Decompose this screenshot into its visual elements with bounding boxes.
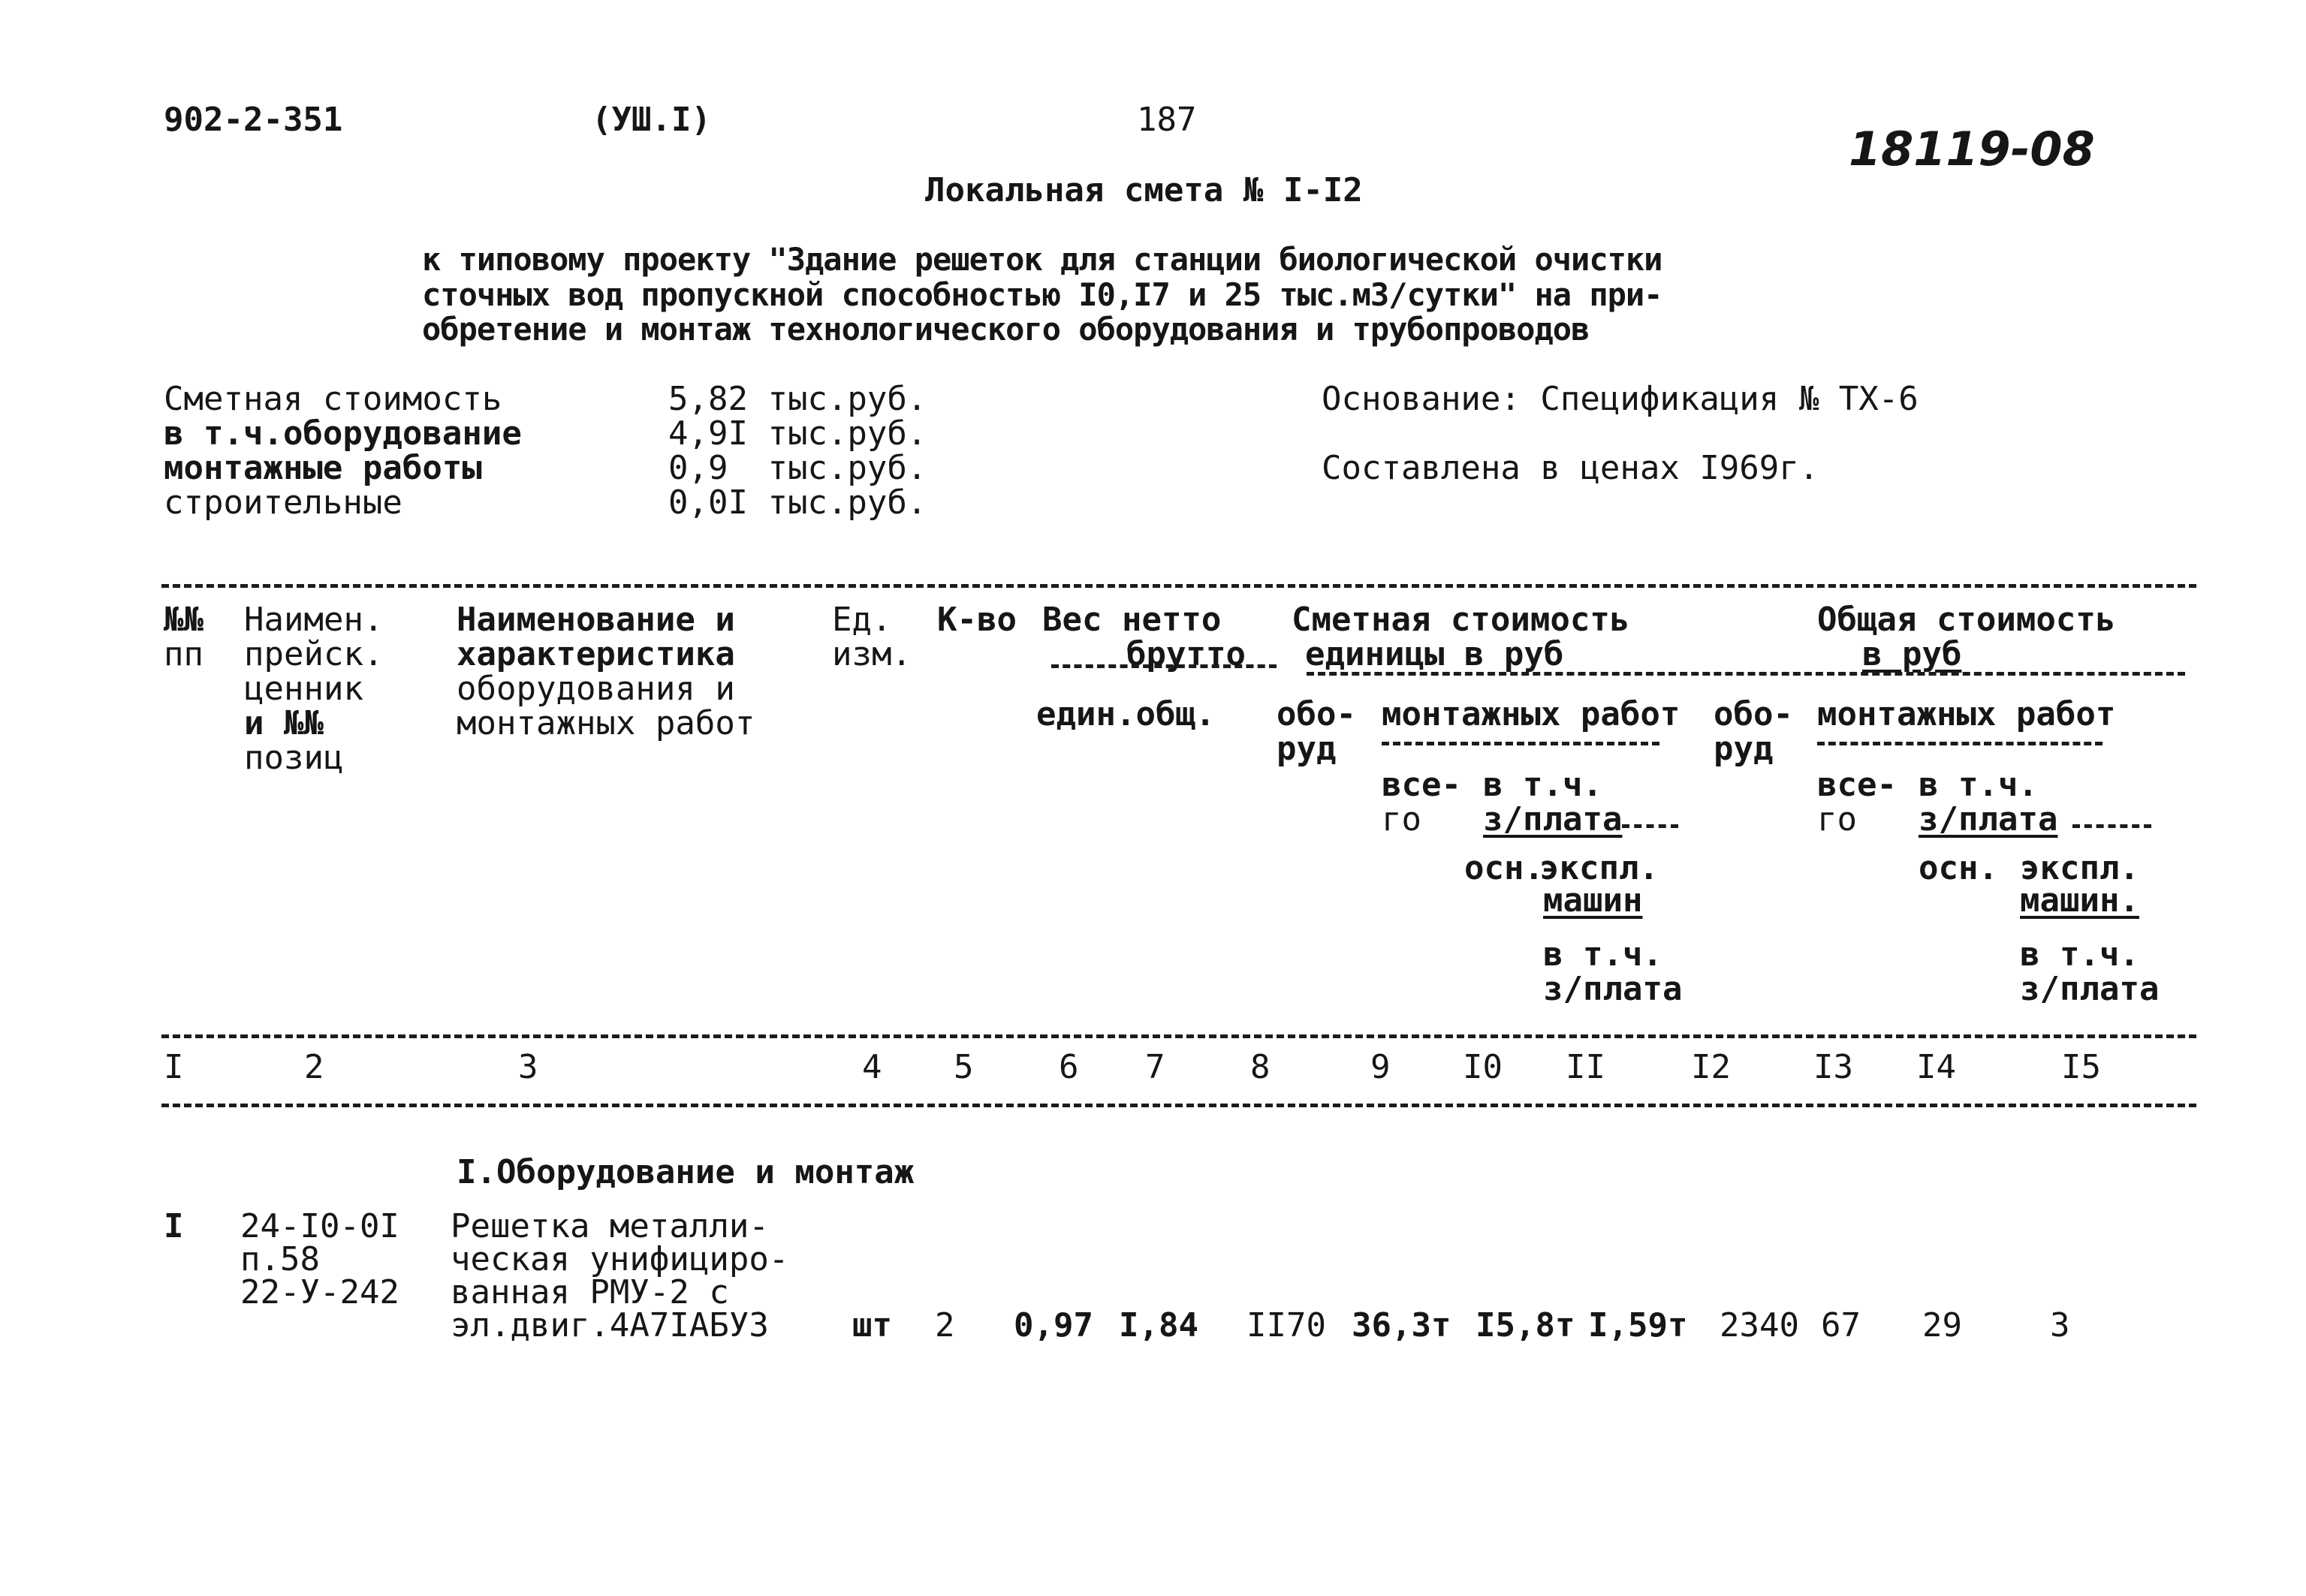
col5-header: К-во [937, 601, 1017, 639]
row-total-expl: 3 [2050, 1306, 2070, 1345]
total-cost-header: Общая стоимость [1817, 601, 2116, 639]
row-name-line-3: ванная РМУ-2 с [451, 1273, 729, 1311]
row-unit-equip: II70 [1246, 1306, 1326, 1345]
column-number-2: 2 [304, 1048, 324, 1086]
column-number-14: I4 [1916, 1048, 1956, 1086]
table-top-rule [161, 584, 2196, 588]
row-weight-total: I,84 [1119, 1306, 1198, 1345]
summary-value-3: 0,9 тыс.руб. [668, 449, 927, 487]
column-number-7: 7 [1145, 1048, 1165, 1086]
summary-label-1: Сметная стоимость [164, 380, 502, 418]
summary-label-4: строительные [164, 483, 402, 522]
column-number-3: 3 [518, 1048, 538, 1086]
weight-sub-header: брутто [1126, 635, 1246, 673]
row-total-salary: 29 [1922, 1306, 1962, 1345]
col2-header-4: и №№ [244, 704, 324, 742]
salary-rule-a [1622, 824, 1678, 828]
col3-header-4: монтажных работ [457, 704, 755, 742]
row-total-equip: 2340 [1720, 1306, 1799, 1345]
row-price-ref-3: 22-У-242 [240, 1273, 399, 1311]
column-number-1: I [164, 1048, 184, 1086]
col2-header-2: прейск. [244, 635, 384, 673]
row-quantity: 2 [935, 1306, 955, 1345]
mount-rule-a [1382, 742, 1659, 745]
row-number: I [164, 1207, 184, 1245]
row-name-line-2: ческая унифициро- [451, 1240, 789, 1278]
column-number-11: II [1566, 1048, 1605, 1086]
salary-rule-b [2072, 824, 2151, 828]
column-number-10: I0 [1463, 1048, 1503, 1086]
column-number-13: I3 [1813, 1048, 1853, 1086]
summary-value-4: 0,0I тыс.руб. [668, 483, 927, 522]
subtitle-line-2: сточных вод пропускной способностью I0,I7 и 25 тыс.м3/сутки" на при- [422, 276, 1662, 313]
row-total-mount: 67 [1821, 1306, 1861, 1345]
unit-total-header-2: го [1382, 800, 1421, 839]
col2-header-3: ценник [244, 670, 363, 708]
total-total-header-2: го [1817, 800, 1857, 839]
col3-header-2: характеристика [457, 635, 735, 673]
total-salary-header-2: з/плата [1919, 800, 2058, 839]
summary-value-2: 4,9I тыс.руб. [668, 414, 927, 453]
album-code: (УШ.I) [592, 101, 711, 139]
unit-expl-header-1: экспл. [1539, 849, 1659, 887]
basis-text: Основание: Спецификация № ТХ-6 [1322, 380, 1919, 418]
unit-salary-header-2: з/плата [1483, 800, 1623, 839]
numbers-top-rule [161, 1034, 2196, 1038]
unit-equip-header-1: обо- [1277, 695, 1356, 733]
col1-header-2: пп [164, 635, 203, 673]
section-title: I.Оборудование и монтаж [457, 1153, 915, 1191]
unit-expl-salary-1: в т.ч. [1543, 935, 1662, 974]
row-unit: шт [852, 1306, 892, 1345]
total-expl-header-2: машин. [2020, 881, 2139, 920]
summary-value-1: 5,82 тыс.руб. [668, 380, 927, 418]
row-unit-expl: I,59т [1588, 1306, 1688, 1345]
mount-rule-b [1817, 742, 2103, 745]
row-price-ref-1: 24-I0-0I [240, 1207, 399, 1245]
column-number-4: 4 [862, 1048, 882, 1086]
col3-header-1: Наименование и [457, 601, 735, 639]
row-unit-mount-total: 36,3т [1352, 1306, 1451, 1345]
total-equip-header-1: обо- [1714, 695, 1793, 733]
total-osn-header: осн. [1919, 849, 1998, 887]
summary-label-3: монтажные работы [164, 449, 482, 487]
col2-header-1: Наимен. [244, 601, 384, 639]
unit-salary-header-1: в т.ч. [1483, 766, 1602, 804]
inventory-number: 18119-08 [1849, 122, 2095, 176]
prices-year-text: Составлена в ценах I969г. [1322, 449, 1819, 487]
row-unit-salary: I5,8т [1476, 1306, 1575, 1345]
column-number-9: 9 [1370, 1048, 1391, 1086]
unit-osn-header: осн. [1464, 849, 1544, 887]
document-code: 902-2-351 [164, 101, 343, 139]
col3-header-3: оборудования и [457, 670, 735, 708]
total-mount-header: монтажных работ [1817, 695, 2116, 733]
unit-cost-sub-header: единицы в руб [1305, 635, 1564, 673]
numbers-bottom-rule [161, 1104, 2196, 1107]
total-equip-header-2: руд [1714, 730, 1774, 768]
subtitle-line-3: обретение и монтаж технологического оборудования и трубопроводов [422, 311, 1590, 348]
column-number-8: 8 [1250, 1048, 1271, 1086]
total-expl-salary-2: з/плата [2020, 970, 2160, 1008]
total-expl-salary-1: в т.ч. [2020, 935, 2139, 974]
unit-cost-header: Сметная стоимость [1292, 601, 1630, 639]
column-number-15: I5 [2061, 1048, 2101, 1086]
column-number-5: 5 [954, 1048, 974, 1086]
col2-header-5: позиц [244, 739, 344, 777]
unit-expl-header-2: машин [1543, 881, 1643, 920]
total-total-header-1: все- [1817, 766, 1897, 804]
document-title: Локальная смета № I-I2 [925, 171, 1363, 209]
col4-header-2: изм. [832, 635, 912, 673]
unit-mount-header: монтажных работ [1382, 695, 1681, 733]
unit-equip-header-2: руд [1277, 730, 1337, 768]
total-salary-header-1: в т.ч. [1919, 766, 2038, 804]
summary-label-2: в т.ч.оборудование [164, 414, 522, 453]
subtitle-line-1: к типовому проекту "Здание решеток для станции биологической очистки [422, 241, 1662, 278]
column-number-6: 6 [1059, 1048, 1079, 1086]
weight-header: Вес нетто [1042, 601, 1222, 639]
unit-expl-salary-2: з/плата [1543, 970, 1683, 1008]
row-price-ref-2: п.58 [240, 1240, 320, 1278]
weight-columns-header: един.общ. [1036, 695, 1216, 733]
total-cost-sub-header: в руб [1862, 635, 1962, 673]
total-expl-header-1: экспл. [2020, 849, 2139, 887]
row-name-line-1: Решетка металли- [451, 1207, 769, 1245]
col4-header-1: Ед. [832, 601, 892, 639]
page-number: 187 [1137, 101, 1197, 139]
row-name-line-4: эл.двиг.4А7IАБУЗ [451, 1306, 769, 1345]
column-number-12: I2 [1691, 1048, 1731, 1086]
unit-total-header-1: все- [1382, 766, 1461, 804]
row-weight-unit: 0,97 [1014, 1306, 1093, 1345]
col1-header-1: №№ [164, 601, 203, 639]
